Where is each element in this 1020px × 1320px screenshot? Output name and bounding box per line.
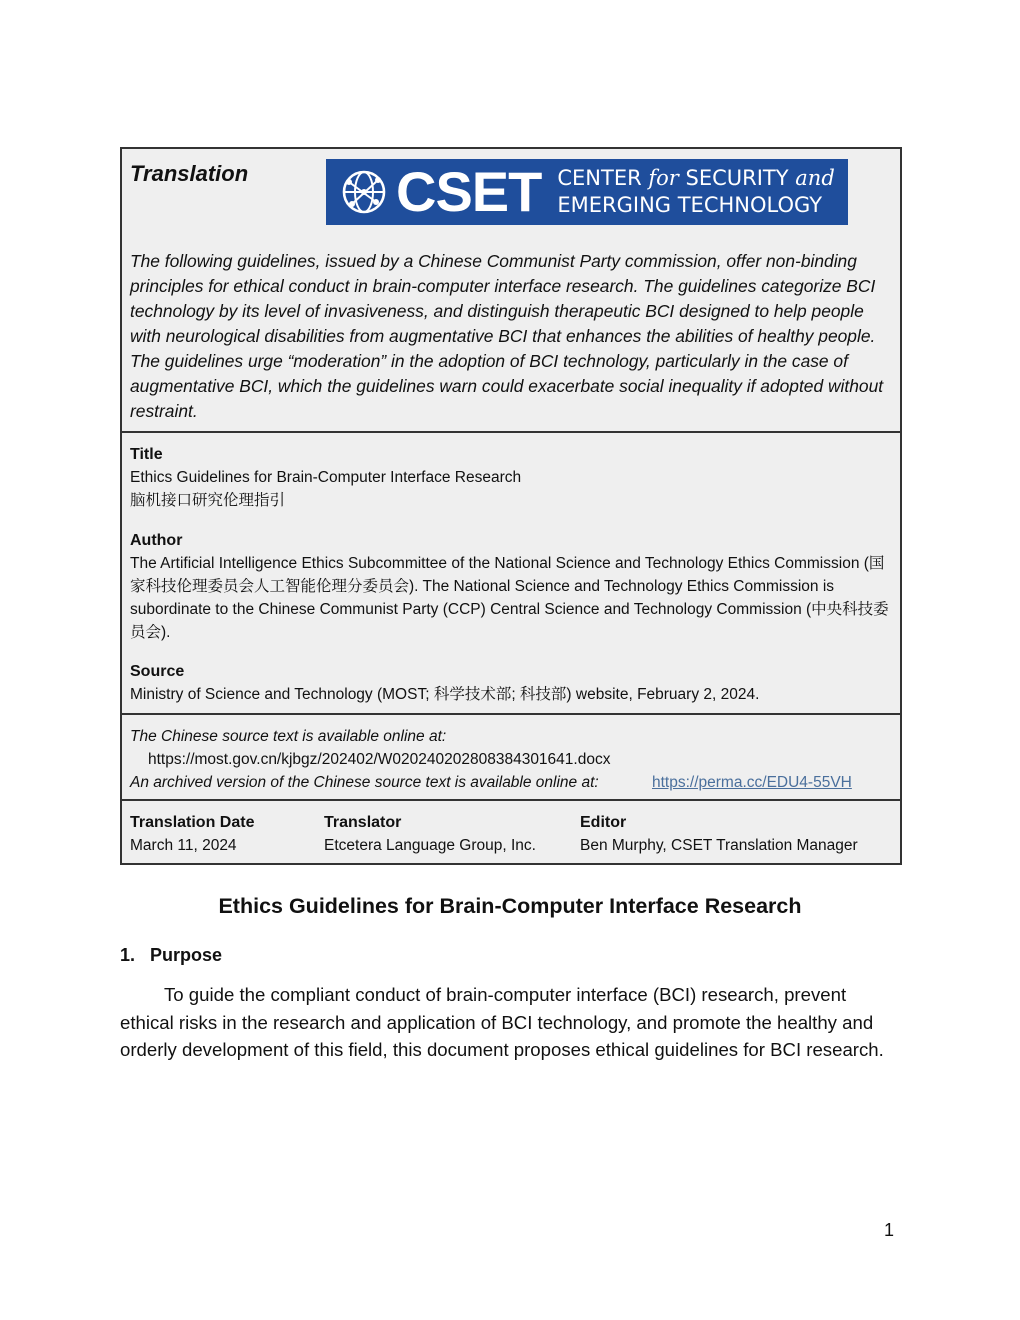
editor-value: Ben Murphy, CSET Translation Manager	[580, 837, 858, 854]
source-label: Source	[130, 663, 185, 680]
title-field	[130, 443, 894, 512]
source-field	[130, 660, 894, 706]
logo-subtitle: CENTER for SECURITY and EMERGING TECHNOLOGY	[557, 166, 835, 217]
section-title: Purpose	[150, 945, 223, 965]
translation-heading: Translation	[130, 161, 249, 186]
editor-label: Editor	[580, 814, 627, 831]
translator-label: Translator	[324, 814, 402, 831]
translation-date-value: March 11, 2024	[130, 837, 237, 854]
author-field	[130, 529, 894, 644]
page-number: 1	[884, 1220, 895, 1240]
translator-value: Etcetera Language Group, Inc.	[324, 837, 536, 854]
online-availability-text: The Chinese source text is available online at:	[130, 728, 447, 745]
document-title: Ethics Guidelines for Brain-Computer Interface Research	[218, 894, 802, 918]
purpose-paragraph: To guide the compliant conduct of brain-computer interface (BCI) research, prevent ethical risks in the research and application of BCI technology, and promote the healthy and orderly development of this field, this document proposes ethical guidelines for BCI research.	[120, 984, 884, 1060]
metadata-box	[120, 147, 902, 865]
author-label: Author	[130, 532, 183, 549]
source-text: Ministry of Science and Technology (MOST; 科学技术部; 科技部) website, February 2, 2024.	[130, 686, 760, 703]
section-heading	[120, 945, 222, 966]
source-links-section	[122, 715, 900, 801]
archive-availability-text: An archived version of the Chinese source text is available online at:	[130, 774, 599, 791]
credits-section	[122, 801, 900, 867]
details-section	[122, 433, 900, 715]
translation-date-label: Translation Date	[130, 814, 255, 831]
intro-section	[122, 149, 900, 433]
intro-summary: The following guidelines, issued by a Chinese Communist Party commission, offer non-binding principles for ethical conduct in brain-computer interface research. The guidelines categorize BCI technology by its level of invasiveness, and distinguish therapeutic BCI designed to help people with neurological disabilities from augmentative BCI that enhances the abilities of healthy people. The guidelines urge “moderation” in the adoption of BCI technology, particularly in the case of augmentative BCI, which the guidelines warn could exacerbate social inequality if adopted without restraint.	[130, 251, 884, 421]
section-number: 1.	[120, 945, 136, 965]
archive-link[interactable]: https://perma.cc/EDU4-55VH	[652, 774, 852, 791]
title-label: Title	[130, 446, 163, 463]
title-chinese: 脑机接口研究伦理指引	[130, 492, 286, 509]
source-url: https://most.gov.cn/kjbgz/202402/W020240202808384301641.docx	[148, 751, 611, 768]
logo-wordmark: CSET	[396, 160, 542, 223]
globe-network-icon	[340, 168, 388, 216]
translator-column	[324, 811, 536, 857]
editor-column	[580, 811, 858, 857]
translation-date-column	[130, 811, 254, 857]
title-english: Ethics Guidelines for Brain-Computer Interface Research	[130, 469, 522, 486]
author-text: The Artificial Intelligence Ethics Subcommittee of the National Science and Technology Ethics Commission (国家科技伦理委员会人工智能伦理分委员会). The National Science and Technology Ethics Commission is subordinate to the Chinese Communist Party (CCP) Central Science and Technology Commission (中央科技委员会).	[130, 555, 889, 641]
cset-logo	[326, 159, 848, 225]
